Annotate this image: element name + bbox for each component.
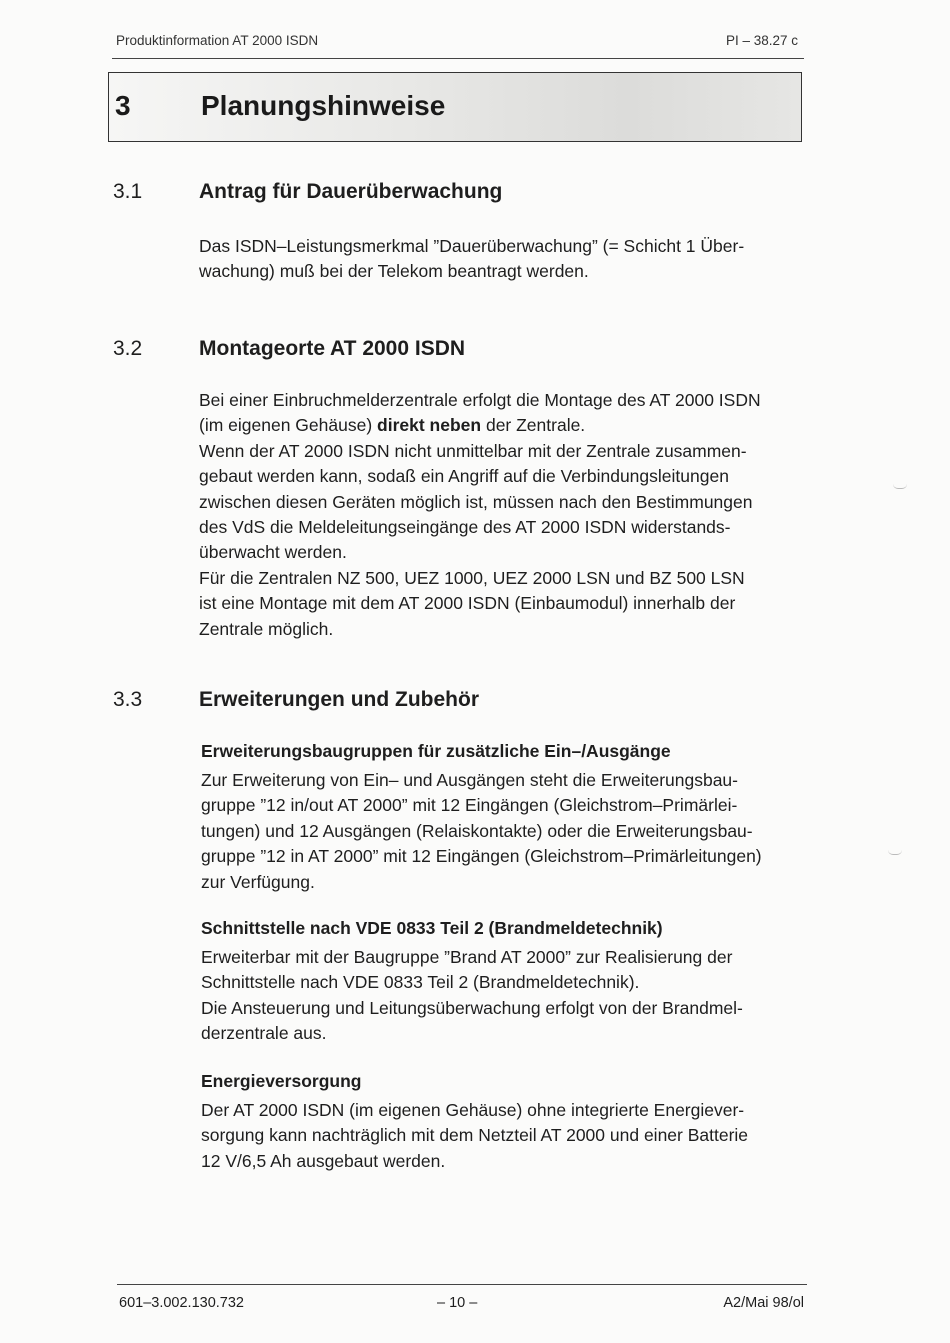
text-line: Bei einer Einbruchmelderzentrale erfolgt die Montage des AT 2000 ISDN — [199, 390, 761, 410]
text-line: 12 V/6,5 Ah ausgebaut werden. — [201, 1150, 446, 1171]
subsection-body-energieversorgung — [201, 1098, 804, 1174]
text-line: gruppe ”12 in AT 2000” mit 12 Eingängen (Gleichstrom–Primärleitungen) — [201, 846, 762, 867]
text-line: derzentrale aus. — [201, 1023, 327, 1044]
section-title-3-1: Antrag für Dauerüberwachung — [199, 180, 503, 203]
scan-artifact — [893, 484, 907, 489]
text-line: Erweiterbar mit der Baugruppe ”Brand AT 2000” zur Realisierung der — [201, 947, 733, 967]
header-document-title: Produktinformation AT 2000 ISDN — [116, 33, 319, 48]
text-line: Für die Zentralen NZ 500, UEZ 1000, UEZ 2000 LSN und BZ 500 LSN — [199, 567, 745, 588]
chapter-title: Planungshinweise — [201, 90, 446, 121]
text-line: wachung) muß bei der Telekom beantragt werden. — [199, 261, 589, 282]
text-line: Die Ansteuerung und Leitungsüberwachung erfolgt von der Brandmel- — [201, 997, 743, 1018]
section-title-3-2: Montageorte AT 2000 ISDN — [199, 337, 466, 360]
footer-document-number: 601–3.002.130.732 — [119, 1295, 244, 1311]
text-line: zur Verfügung. — [201, 871, 315, 892]
text-line: überwacht werden. — [199, 542, 347, 563]
text-line — [199, 413, 804, 438]
subsection-body-schnittstelle — [201, 945, 804, 1047]
chapter-number: 3 — [115, 90, 131, 121]
subsection-title-energieversorgung: Energieversorgung — [201, 1071, 362, 1091]
footer-page-number: – 10 – — [437, 1295, 478, 1311]
text-run: (im eigenen Gehäuse) — [199, 415, 378, 436]
footer-rule — [117, 1284, 807, 1285]
text-line: gruppe ”12 in/out AT 2000” mit 12 Eingängen (Gleichstrom–Primärlei- — [201, 795, 738, 816]
header-document-code: PI – 38.27 c — [725, 33, 798, 48]
text-line: Wenn der AT 2000 ISDN nicht unmittelbar mit der Zentrale zusammen- — [199, 440, 747, 461]
text-line: Der AT 2000 ISDN (im eigenen Gehäuse) ohne integrierte Energiever- — [201, 1100, 745, 1120]
scan-artifact — [888, 850, 902, 855]
section-number-3-1: 3.1 — [113, 180, 143, 203]
chapter-heading-box — [108, 72, 802, 142]
text-line: tungen) und 12 Ausgängen (Relaiskontakte) oder die Erweiterungsbau- — [201, 820, 753, 841]
text-line: des VdS die Meldeleitungseingänge des AT 2000 ISDN widerstands- — [199, 517, 731, 538]
text-line: ist eine Montage mit dem AT 2000 ISDN (Einbaumodul) innerhalb der — [199, 593, 736, 614]
text-line: Zentrale möglich. — [199, 618, 334, 639]
text-run: der Zentrale. — [481, 415, 586, 436]
text-line: zwischen diesen Geräten möglich ist, müssen nach den Bestimmungen — [199, 491, 753, 512]
text-line: sorgung kann nachträglich mit dem Netzteil AT 2000 und einer Batterie — [201, 1125, 749, 1146]
footer-revision: A2/Mai 98/ol — [723, 1295, 804, 1311]
text-line: Das ISDN–Leistungsmerkmal ”Dauerüberwachung” (= Schicht 1 Über- — [199, 236, 745, 256]
emphasis-text: direkt neben — [377, 415, 482, 436]
subsection-title-schnittstelle: Schnittstelle nach VDE 0833 Teil 2 (Brandmeldetechnik) — [201, 918, 663, 938]
header-rule — [112, 58, 804, 59]
subsection-title-erweiterungsbaugruppen: Erweiterungsbaugruppen für zusätzliche Ein–/Ausgänge — [201, 741, 671, 761]
section-number-3-2: 3.2 — [113, 337, 143, 360]
section-title-3-3: Erweiterungen und Zubehör — [199, 688, 480, 711]
section-3-1-body — [199, 234, 804, 285]
text-line: Zur Erweiterung von Ein– und Ausgängen steht die Erweiterungsbau- — [201, 770, 738, 790]
section-number-3-3: 3.3 — [113, 688, 143, 711]
text-line: gebaut werden kann, sodaß ein Angriff auf die Verbindungsleitungen — [199, 466, 729, 487]
text-line: Schnittstelle nach VDE 0833 Teil 2 (Brandmeldetechnik). — [201, 972, 640, 993]
section-3-2-body — [199, 388, 804, 642]
subsection-body-erweiterungsbaugruppen — [201, 768, 804, 895]
